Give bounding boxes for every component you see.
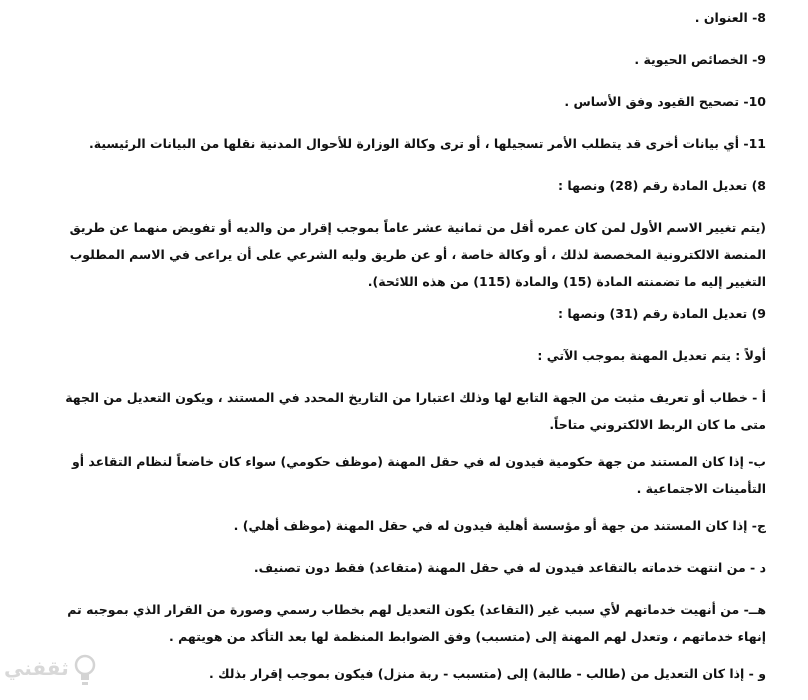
list-item-9: 9- الخصائص الحيوية . — [634, 52, 766, 67]
amendment-8-body: (يتم تغيير الاسم الأول لمن كان عمره أقل من ثمانية عشر عاماً بموجب إقرار من والديه أو تفويض منهما عن طريق المنصة الالكترونية المخصصة لذلك ، أو وكالة خاصة ، أو عن طريق وليه الشرعي على أن يراعى في الاسم المطلوب التغيير إليه ما تضمنته المادة (15) والمادة (115) من هذه اللائحة). — [69, 220, 766, 289]
clause-c: ج- إذا كان المستند من جهة أو مؤسسة أهلية فيدون له في حقل المهنة (موظف أهلي) . — [233, 518, 766, 533]
site-watermark — [4, 650, 104, 696]
clause-h: هــ- من أنهيت خدماتهم لأي سبب غير (التقاعد) يكون التعديل لهم بخطاب رسمي وصورة من القرار الذي بموجبه تم إنهاء خدماتهم ، وتعدل لهم المهنة إلى (متسبب) وفق الضوابط المنظمة لها بعد التأكد من هويتهم . — [67, 602, 766, 644]
lightbulb-icon — [74, 654, 96, 688]
list-item-10: 10- تصحيح القيود وفق الأساس . — [564, 94, 766, 109]
list-item-11: 11- أي بيانات أخرى قد يتطلب الأمر تسجيلها ، أو ترى وكالة الوزارة للأحوال المدنية نقلها من البيانات الرئيسية. — [88, 136, 766, 151]
clause-w: و - إذا كان التعديل من (طالب - طالبة) إلى (متسبب - ربة منزل) فيكون بموجب إقرار بذلك . — [209, 666, 766, 681]
watermark-text: ثقفني — [4, 656, 69, 680]
amendment-9-heading: 9) تعديل المادة رقم (31) ونصها : — [558, 306, 766, 321]
clause-first: أولاً : يتم تعديل المهنة بموجب الآتي : — [537, 348, 766, 363]
list-item-8: 8- العنوان . — [694, 10, 766, 25]
clause-b: ب- إذا كان المستند من جهة حكومية فيدون له في حقل المهنة (موظف حكومي) سواء كان خاضعاً لنظام التقاعد أو التأمينات الاجتماعية . — [72, 454, 766, 496]
clause-d: د - من انتهت خدماته بالتقاعد فيدون له في حقل المهنة (متقاعد) فقط دون تصنيف. — [253, 560, 766, 575]
clause-a: أ - خطاب أو تعريف مثبت من الجهة التابع لها وذلك اعتبارا من التاريخ المحدد في المستند ، ويكون التعديل من الجهة متى ما كان الربط الالكتروني متاحاً. — [65, 390, 766, 432]
amendment-8-heading: 8) تعديل المادة رقم (28) ونصها : — [558, 178, 766, 193]
